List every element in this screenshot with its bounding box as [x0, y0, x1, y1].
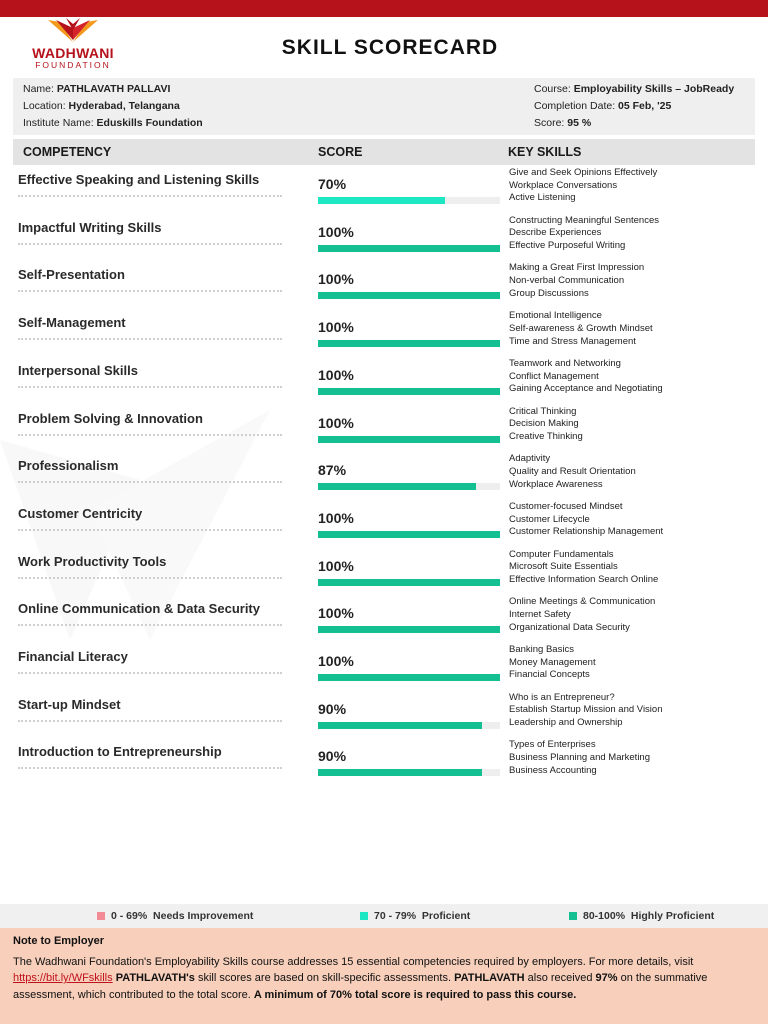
wfskills-link[interactable]: https://bit.ly/WFskills [13, 972, 113, 985]
note-to-employer [0, 928, 768, 1024]
info-score: Score: 95 % [534, 117, 592, 129]
competency-name: Online Communication & Data Security [18, 601, 260, 617]
header-score: SCORE [318, 145, 363, 159]
page-title: SKILL SCORECARD [281, 36, 499, 59]
key-skills [509, 406, 583, 444]
competency-name: Customer Centricity [18, 505, 143, 521]
score-bar [318, 579, 500, 586]
competency-name: Professionalism [18, 458, 119, 474]
score-bar [318, 769, 500, 776]
key-skill-item: Business Planning and Marketing [509, 752, 651, 764]
score-bar [318, 292, 500, 299]
key-skill-item: Give and Seek Opinions Effectively [509, 167, 658, 178]
competency-name: Problem Solving & Innovation [18, 410, 203, 426]
table-header [13, 139, 755, 165]
info-completion-date: Completion Date: 05 Feb, '25 [534, 100, 672, 112]
key-skills [509, 692, 663, 730]
score-bar-fill [318, 531, 500, 538]
score-bar [318, 674, 500, 681]
score-value: 100% [318, 605, 354, 622]
key-skills [509, 549, 658, 587]
score-bar-fill [318, 340, 500, 347]
key-skill-item: Self-awareness & Growth Mindset [509, 322, 653, 334]
row-divider [18, 481, 282, 483]
key-skill-item: Microsoft Suite Essentials [509, 561, 618, 573]
row-divider [18, 672, 282, 674]
score-value: 90% [318, 700, 347, 717]
score-value: 100% [318, 223, 354, 240]
key-skill-item: Workplace Conversations [509, 179, 618, 191]
info-location: Location: Hyderabad, Telangana [23, 100, 180, 112]
key-skill-item: Critical Thinking [509, 405, 577, 417]
score-bar-fill [318, 579, 500, 586]
legend-swatch [569, 912, 577, 920]
score-value: 90% [318, 748, 347, 765]
key-skills [509, 501, 663, 539]
score-value: 100% [318, 414, 354, 431]
score-bar-fill [318, 245, 500, 252]
note-title: Note to Employer [13, 935, 105, 947]
key-skill-item: Group Discussions [509, 287, 589, 299]
competency-name: Interpersonal Skills [18, 362, 138, 378]
key-skills [509, 310, 653, 348]
info-institute: Institute Name: Eduskills Foundation [23, 117, 203, 129]
score-value: 70% [318, 176, 347, 192]
competency-name: Impactful Writing Skills [18, 219, 162, 235]
competency-row [0, 739, 768, 792]
legend-swatch [97, 912, 105, 920]
key-skill-item: Decision Making [509, 418, 579, 430]
legend-highly-proficient: 80-100% Highly Proficient [569, 910, 714, 922]
score-value: 100% [318, 366, 354, 383]
key-skill-item: Online Meetings & Communication [509, 596, 656, 608]
key-skill-item: Customer-focused Mindset [509, 500, 623, 512]
header-key-skills: KEY SKILLS [508, 145, 582, 159]
row-divider [18, 195, 282, 197]
legend-proficient: 70 - 79% Proficient [360, 910, 470, 922]
learner-info [13, 78, 755, 135]
key-skill-item: Effective Purposeful Writing [509, 240, 626, 252]
score-value: 100% [318, 557, 354, 574]
competency-row [0, 357, 768, 411]
score-bar [318, 436, 500, 443]
competency-row [0, 214, 768, 268]
key-skill-item: Organizational Data Security [509, 621, 630, 633]
key-skill-item: Describe Experiences [509, 227, 602, 239]
score-bar [318, 388, 500, 395]
key-skill-item: Types of Enterprises [509, 739, 596, 751]
score-bar-fill [318, 436, 500, 443]
score-bar-fill [318, 674, 500, 681]
score-bar-fill [318, 722, 482, 729]
row-divider [18, 720, 282, 722]
score-bar-fill [318, 197, 445, 204]
logo-subtitle: FOUNDATION [35, 60, 111, 70]
key-skills [509, 262, 644, 300]
key-skill-item: Customer Lifecycle [509, 513, 590, 525]
key-skill-item: Workplace Awareness [509, 478, 603, 490]
top-bar [0, 0, 768, 17]
row-divider [18, 290, 282, 292]
competency-name: Self-Presentation [18, 267, 125, 283]
header-competency: COMPETENCY [23, 145, 112, 159]
competency-row [0, 644, 768, 697]
row-divider [18, 243, 282, 245]
legend-needs-improvement: 0 - 69% Needs Improvement [97, 910, 253, 922]
legend-swatch [360, 912, 368, 920]
competency-row [0, 167, 768, 220]
score-bar-fill [318, 292, 500, 299]
key-skills [509, 596, 655, 634]
key-skill-item: Computer Fundamentals [509, 548, 614, 560]
score-bar-fill [318, 388, 500, 395]
competency-name: Start-up Mindset [18, 696, 121, 712]
key-skill-item: Internet Safety [509, 609, 571, 620]
key-skill-item: Gaining Acceptance and Negotiating [509, 383, 663, 395]
competency-row [0, 596, 768, 649]
score-bar-fill [318, 626, 500, 633]
row-divider [18, 767, 282, 769]
key-skill-item: Business Accounting [509, 764, 597, 776]
key-skill-item: Conflict Management [509, 370, 599, 382]
info-course: Course: Employability Skills – JobReady [534, 83, 735, 95]
key-skill-item: Effective Information Search Online [509, 574, 659, 585]
score-bar [318, 340, 500, 347]
key-skills [509, 358, 663, 396]
competency-row [0, 453, 768, 506]
key-skill-item: Emotional Intelligence [509, 310, 602, 322]
score-bar [318, 531, 500, 538]
score-value: 87% [318, 462, 347, 479]
row-divider [18, 624, 282, 626]
score-legend [0, 904, 768, 928]
competency-name: Effective Speaking and Listening Skills [18, 172, 260, 187]
key-skill-item: Leadership and Ownership [509, 717, 623, 729]
key-skill-item: Establish Startup Mission and Vision [509, 704, 663, 716]
row-divider [18, 434, 282, 436]
key-skills [509, 453, 636, 491]
key-skill-item: Banking Basics [509, 644, 574, 655]
key-skill-item: Making a Great First Impression [509, 262, 645, 274]
score-bar-fill [318, 483, 476, 490]
key-skill-item: Financial Concepts [509, 669, 590, 681]
row-divider [18, 338, 282, 340]
score-value: 100% [318, 509, 354, 526]
row-divider [18, 529, 282, 531]
key-skills [509, 215, 659, 253]
key-skills [509, 739, 650, 777]
competency-name: Financial Literacy [18, 649, 128, 664]
score-bar [318, 483, 500, 490]
key-skill-item: Teamwork and Networking [509, 357, 621, 369]
key-skill-item: Non-verbal Communication [509, 275, 625, 287]
score-bar [318, 245, 500, 252]
competency-row [0, 405, 768, 459]
row-divider [18, 386, 282, 388]
score-bar [318, 722, 500, 729]
competency-row [0, 548, 768, 602]
competency-name: Introduction to Entrepreneurship [18, 744, 222, 760]
competency-row [0, 310, 768, 363]
key-skill-item: Adaptivity [509, 453, 551, 465]
score-bar [318, 626, 500, 633]
key-skill-item: Creative Thinking [509, 430, 583, 442]
score-bar-fill [318, 769, 482, 776]
competency-name: Work Productivity Tools [18, 553, 167, 569]
key-skills [509, 644, 596, 682]
row-divider [18, 577, 282, 579]
competency-row [0, 500, 768, 554]
competency-row [0, 691, 768, 745]
note-body: The Wadhwani Foundation's Employability Skills course addresses 15 essential competencies required by employers. For more details, visit https://bit.ly/WFskills PATHLAVATH's skill scores are based on skill-specific assessments. PATHLAVATH also received 97% on the summative assessment, which contributed to the total score. A minimum of 70% total score is required to pass this course. [13, 955, 708, 1001]
competency-name: Self-Management [18, 315, 126, 331]
logo-name: WADHWANI [32, 45, 114, 61]
info-name: Name: PATHLAVATH PALLAVI [23, 83, 171, 95]
score-bar [318, 197, 500, 204]
score-value: 100% [318, 271, 354, 288]
key-skill-item: Constructing Meaningful Sentences [509, 214, 659, 226]
key-skill-item: Customer Relationship Management [509, 526, 664, 538]
key-skill-item: Money Management [509, 656, 596, 668]
key-skill-item: Active Listening [509, 192, 576, 204]
competency-row [0, 262, 768, 315]
score-value: 100% [318, 319, 354, 336]
score-value: 100% [318, 653, 354, 669]
key-skill-item: Who is an Entrepreneur? [509, 691, 615, 703]
key-skill-item: Time and Stress Management [509, 335, 636, 347]
key-skills [509, 167, 657, 205]
key-skill-item: Quality and Result Orientation [509, 465, 636, 477]
